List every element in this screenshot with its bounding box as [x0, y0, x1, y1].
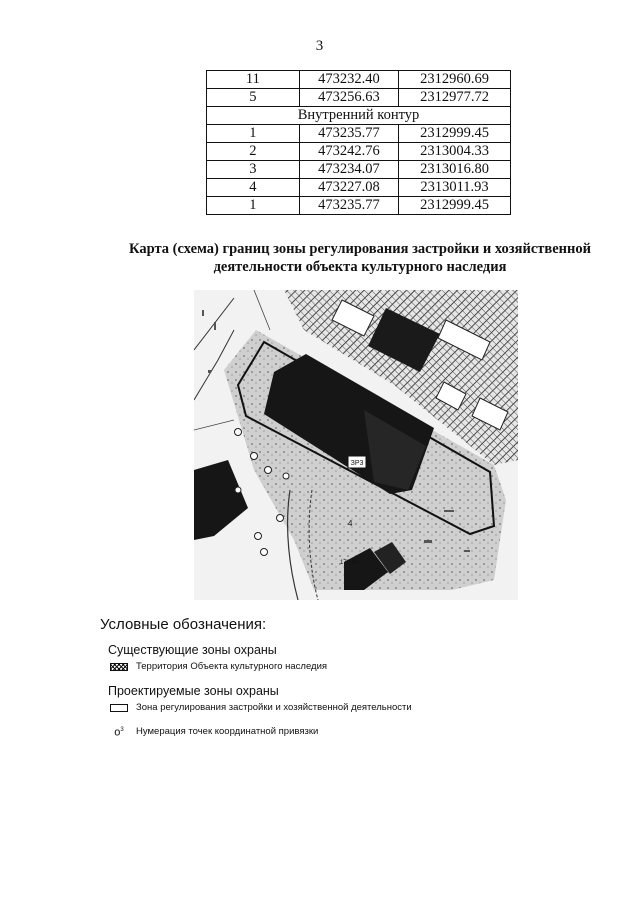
- legend-item-regulation-zone: [110, 702, 412, 713]
- legend-existing-heading: Существующие зоны охраны: [108, 643, 277, 657]
- table-cell-x: 473256.63: [299, 89, 398, 107]
- legend-item-label: Зона регулирования застройки и хозяйственной деятельности: [136, 702, 412, 713]
- table-row: [207, 143, 511, 161]
- map-title-line-1: Карта (схема) границ зоны регулирования застройки и хозяйственной: [129, 241, 591, 257]
- point-marker-icon: [110, 725, 128, 738]
- legend-item-point-numbering: [110, 725, 412, 738]
- table-cell-y: 2312999.45: [399, 197, 511, 215]
- map-drawing: [194, 290, 518, 600]
- table-cell-x: 473232.40: [299, 71, 398, 89]
- table-row: [207, 161, 511, 179]
- elevation-label: 178.50: [340, 560, 359, 566]
- table-cell-x: 473227.08: [299, 179, 398, 197]
- coordinates-table: [206, 70, 511, 215]
- table-cell-point: 2: [207, 143, 300, 161]
- legend-item-label: Нумерация точек координатной привязки: [136, 725, 319, 737]
- legend-item-label: Территория Объекта культурного наследия: [136, 661, 328, 672]
- table-cell-point: 1: [207, 197, 300, 215]
- map-image: [194, 290, 518, 600]
- table-cell-point: 4: [207, 179, 300, 197]
- table-cell-point: 3: [207, 161, 300, 179]
- building: [194, 460, 248, 540]
- table-cell-y: 2312960.69: [399, 71, 511, 89]
- point-marker-symbol: o: [114, 726, 121, 739]
- legend-item-heritage-territory: [110, 661, 412, 672]
- section-label: Внутренний контур: [207, 107, 511, 125]
- table-row: [207, 89, 511, 107]
- table-cell-x: 473234.07: [299, 161, 398, 179]
- table-row: [207, 197, 511, 215]
- point-number: 4: [348, 519, 353, 528]
- table-cell-point: 5: [207, 89, 300, 107]
- table-cell-y: 2312977.72: [399, 89, 511, 107]
- zone-label: ЗР3: [350, 460, 364, 467]
- table-cell-x: 473235.77: [299, 197, 398, 215]
- table-cell-point: 1: [207, 125, 300, 143]
- outline-swatch-icon: [110, 704, 128, 712]
- legend: [100, 616, 412, 750]
- point-marker-superscript: 3: [120, 727, 124, 733]
- table-cell-y: 2313016.80: [399, 161, 511, 179]
- hatched-swatch-icon: [110, 663, 128, 671]
- page-number: 3: [315, 38, 324, 54]
- table-cell-point: 11: [207, 71, 300, 89]
- table-cell-x: 473242.76: [299, 143, 398, 161]
- table-cell-y: 2312999.45: [399, 125, 511, 143]
- map-title: [80, 240, 639, 276]
- table-section-row: [207, 107, 511, 125]
- table-row: [207, 179, 511, 197]
- legend-projected-heading: Проектируемые зоны охраны: [108, 684, 279, 698]
- legend-title: Условные обозначения:: [100, 616, 267, 633]
- table-cell-y: 2313011.93: [399, 179, 511, 197]
- table-row: [207, 125, 511, 143]
- table-row: [207, 71, 511, 89]
- table-cell-y: 2313004.33: [399, 143, 511, 161]
- map-title-line-2: деятельности объекта культурного наследия: [213, 259, 507, 275]
- table-cell-x: 473235.77: [299, 125, 398, 143]
